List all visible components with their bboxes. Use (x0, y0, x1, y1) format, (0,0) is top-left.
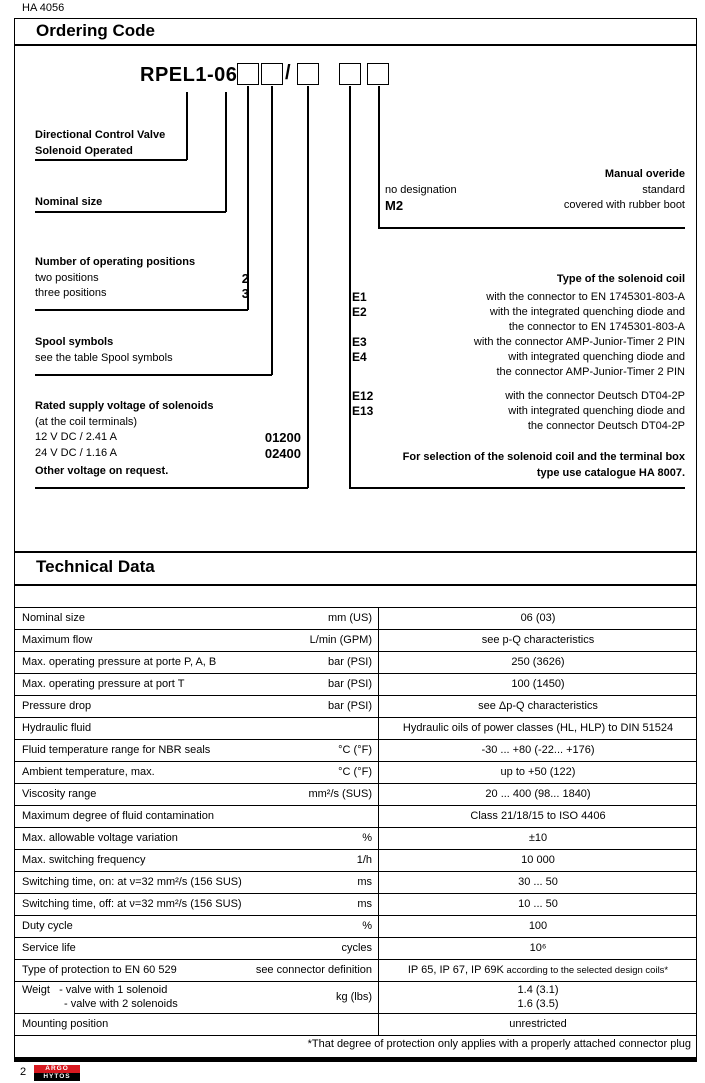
table-row (14, 828, 697, 850)
table-row (14, 630, 697, 652)
coil-option-desc: with integrated quenching diode and the connector Deutsch DT04-2P (508, 404, 685, 432)
coil-option-desc: with the connector Deutsch DT04-2P (505, 389, 685, 402)
row-label: Maximum degree of fluid contamination (22, 809, 214, 822)
ordering-code-box-manual (367, 63, 389, 85)
row-label: Hydraulic fluid (22, 721, 92, 734)
table-row (14, 740, 697, 762)
positions-option-label: two positions (35, 271, 99, 284)
coil-option-code: E13 (352, 403, 374, 418)
ordering-code-box-voltage (297, 63, 319, 85)
logo-hytos-text: HYTOS (34, 1073, 80, 1081)
voltage-option-label: 12 V DC / 2.41 A (35, 431, 117, 443)
coil-option-code: E2 (352, 304, 367, 319)
leader-line (35, 309, 248, 311)
leader-line (35, 487, 308, 489)
voltage-title: Rated supply voltage of solenoids (35, 400, 214, 412)
row-value: see Δp-Q characteristics (478, 699, 598, 712)
manual-override-title: Manual overide (604, 168, 685, 180)
row-value: 20 ... 400 (98... 1840) (485, 787, 591, 800)
row-value: 10 ... 50 (518, 897, 558, 910)
manual-override-row (385, 198, 685, 214)
voltage-block (35, 399, 301, 480)
row-value: 10⁶ (529, 941, 547, 954)
leader-line (271, 86, 273, 375)
ordering-code-box-spool (261, 63, 283, 85)
doc-code: HA 4056 (22, 2, 65, 14)
positions-row (35, 286, 249, 302)
manual-override-row (385, 183, 685, 199)
table-row (14, 674, 697, 696)
coil-option-desc: with the connector to EN 1745301-803-A (486, 290, 685, 303)
voltage-note: (at the coil terminals) (35, 415, 138, 428)
row-value: Class 21/18/15 to ISO 4406 (470, 809, 606, 822)
table-row (14, 850, 697, 872)
ordering-code-title: Ordering Code (36, 21, 156, 40)
coil-option-E12 (352, 389, 685, 404)
coil-option-E1 (352, 290, 685, 305)
positions-option-code: 3 (241, 286, 249, 301)
table-row (14, 696, 697, 718)
table-row (14, 1014, 697, 1036)
row-unit: bar (PSI) (327, 677, 372, 690)
ordering-code-box-coil (339, 63, 361, 85)
row-label: Max. allowable voltage variation (22, 831, 178, 844)
row-label: Switching time, off: at ν=32 mm²/s (156 SUS) (22, 897, 242, 910)
row-label: Fluid temperature range for NBR seals (22, 743, 211, 756)
row-value: 10 000 (521, 853, 555, 866)
row-label: Max. switching frequency (22, 853, 146, 866)
row-unit: cycles (341, 941, 372, 954)
coil-option-code: E4 (352, 349, 367, 364)
manual-option-desc: covered with rubber boot (563, 199, 685, 211)
protection-footnote: *That degree of protection only applies with a properly attached connector plug (307, 1038, 691, 1050)
table-row (14, 652, 697, 674)
row-unit: mm (US) (328, 611, 372, 624)
page-number: 2 (20, 1066, 27, 1078)
ordering-code-box-positions (237, 63, 259, 85)
footer-bar (14, 1057, 697, 1062)
row-label: Switching time, on: at ν=32 mm²/s (156 SUS) (22, 875, 242, 888)
table-row (14, 608, 697, 630)
leader-line (349, 487, 685, 489)
row-value: 1.4 (3.1) 1.6 (3.5) (517, 984, 559, 1010)
table-row (14, 784, 697, 806)
row-unit: bar (PSI) (327, 699, 372, 712)
row-label: Duty cycle (22, 919, 73, 932)
positions-option-code: 2 (241, 270, 249, 286)
coil-option-desc: with the integrated quenching diode and the connector to EN 1745301-803-A (489, 305, 685, 333)
leader-line (349, 86, 351, 488)
leader-line (35, 159, 187, 161)
voltage-option-code: 02400 (264, 445, 301, 461)
coil-option-E4 (352, 350, 685, 380)
leader-line (378, 86, 380, 228)
valve-line1: Directional Control Valve (35, 129, 166, 141)
ordering-code-prefix: RPEL1-06 (140, 64, 238, 86)
table-row (14, 718, 697, 740)
coil-option-E13 (352, 404, 685, 434)
row-label: Ambient temperature, max. (22, 765, 155, 778)
technical-data-title: Technical Data (36, 557, 155, 576)
argo-hytos-logo (34, 1065, 80, 1081)
row-unit: °C (°F) (338, 765, 372, 778)
coil-option-code: E3 (352, 334, 367, 349)
row-unit: L/min (GPM) (309, 633, 372, 646)
row-unit: ms (357, 897, 372, 910)
coil-footer-line2: type use catalogue HA 8007. (536, 466, 685, 479)
table-row (14, 916, 697, 938)
row-value: 250 (3626) (511, 655, 565, 668)
row-value: 100 (528, 919, 548, 932)
row-unit: see connector definition (255, 963, 372, 976)
row-value: -30 ... +80 (-22... +176) (481, 743, 595, 756)
spool-title: Spool symbols (35, 336, 114, 348)
row-unit: °C (°F) (338, 743, 372, 756)
table-row (14, 938, 697, 960)
table-row (14, 872, 697, 894)
ordering-code-slash: / (285, 62, 291, 84)
manual-option-code: M2 (385, 198, 404, 213)
positions-title: Number of operating positions (35, 256, 196, 268)
leader-line (225, 92, 227, 212)
spool-note: see the table Spool symbols (35, 351, 173, 364)
row-label: Max. operating pressure at porte P, A, B (22, 655, 217, 668)
row-label: Nominal size (22, 611, 85, 624)
nominal-size-label: Nominal size (35, 196, 103, 208)
leader-line (307, 86, 309, 488)
row-unit: % (362, 919, 372, 932)
voltage-option-label: 24 V DC / 1.16 A (35, 446, 117, 459)
leader-line (378, 227, 685, 229)
manual-option-code: no designation (385, 183, 457, 196)
row-label: Type of protection to EN 60 529 (22, 963, 177, 976)
table-row (14, 960, 697, 982)
table-row (14, 762, 697, 784)
coil-option-code: E1 (352, 289, 367, 304)
row-value: IP 65, IP 67, IP 69K according to the selected design coils* (407, 963, 669, 976)
valve-type-label (35, 128, 205, 159)
leader-line (35, 374, 272, 376)
coil-option-E2 (352, 305, 685, 335)
row-label: Weigt - valve with 1 solenoid - valve with 2 solenoids (22, 984, 178, 1010)
coil-option-list (352, 290, 685, 434)
table-row (14, 894, 697, 916)
voltage-row (35, 430, 301, 446)
coil-type-title: Type of the solenoid coil (556, 273, 685, 285)
row-unit: % (362, 831, 372, 844)
logo-argo-text: ARGO (34, 1065, 80, 1073)
row-label: Viscosity range (22, 787, 97, 800)
row-value: ±10 (528, 831, 548, 844)
coil-option-desc: with integrated quenching diode and the connector AMP-Junior-Timer 2 PIN (496, 350, 685, 378)
row-label: Mounting position (22, 1017, 109, 1030)
voltage-row (35, 446, 301, 462)
manual-option-desc: standard (642, 183, 685, 196)
table-row (14, 806, 697, 828)
row-value: see p-Q characteristics (481, 633, 595, 646)
coil-type-block (352, 272, 685, 434)
positions-row (35, 271, 249, 287)
coil-footer-line1: For selection of the solenoid coil and the terminal box (402, 451, 685, 463)
row-value: 06 (03) (520, 611, 556, 624)
spool-block (35, 335, 249, 366)
row-value: Hydraulic oils of power classes (HL, HLP) to DIN 51524 (402, 721, 674, 734)
leader-line (35, 211, 226, 213)
voltage-option-code: 01200 (264, 430, 301, 445)
positions-block (35, 255, 249, 302)
row-value: 30 ... 50 (518, 875, 558, 888)
voltage-footer: Other voltage on request. (35, 465, 169, 477)
divider (14, 551, 697, 553)
coil-option-desc: with the connector AMP-Junior-Timer 2 PIN (473, 335, 685, 348)
row-value: up to +50 (122) (500, 765, 576, 778)
technical-data-table (14, 607, 697, 1036)
divider (14, 44, 697, 46)
row-unit: mm²/s (SUS) (308, 787, 372, 800)
row-label: Max. operating pressure at port T (22, 677, 185, 690)
table-row (14, 982, 697, 1014)
row-label: Pressure drop (22, 699, 92, 712)
coil-option-E3 (352, 335, 685, 350)
positions-option-label: three positions (35, 287, 107, 299)
coil-option-code: E12 (352, 388, 374, 403)
row-unit: ms (357, 875, 372, 888)
row-value: unrestricted (509, 1017, 567, 1030)
row-label: Service life (22, 941, 76, 954)
divider (14, 584, 697, 586)
row-label: Maximum flow (22, 633, 93, 646)
row-unit: 1/h (356, 853, 372, 866)
row-unit: bar (PSI) (327, 655, 372, 668)
manual-override-block (385, 167, 685, 214)
coil-footer-note (352, 450, 685, 481)
row-value: 100 (1450) (511, 677, 565, 690)
valve-line2: Solenoid Operated (35, 144, 133, 157)
row-unit: kg (lbs) (335, 990, 372, 1003)
